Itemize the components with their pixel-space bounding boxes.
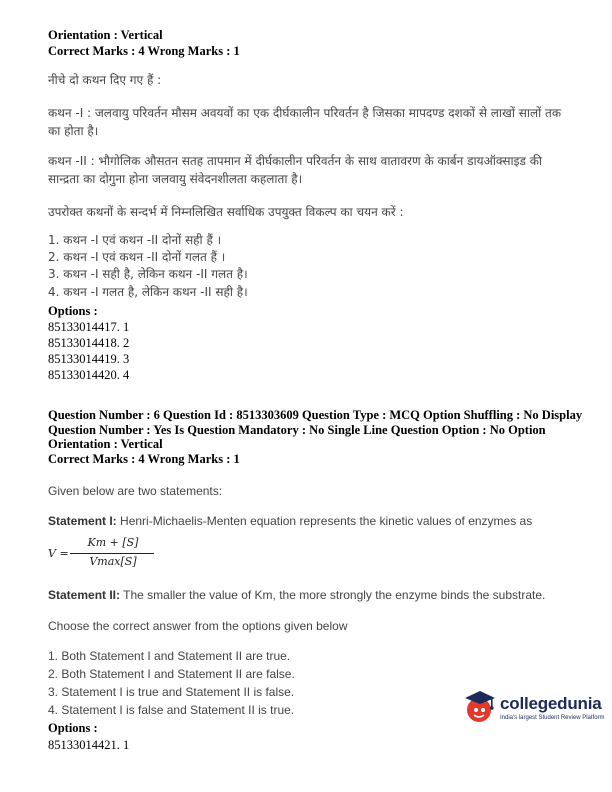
- hindi-options-label: Options :: [48, 304, 98, 318]
- hindi-choice-2: 2. कथन -I एवं कथन -II दोनों गलत हैं ।: [48, 250, 226, 264]
- q6-choice-2: 2. Both Statement I and Statement II are false.: [48, 667, 295, 681]
- orientation-line: Orientation : Vertical: [48, 28, 163, 42]
- q6-intro: Given below are two statements:: [48, 484, 223, 498]
- hindi-intro: नीचे दो कथन दिए गए हैं :: [48, 73, 162, 87]
- q6-options-label: Options :: [48, 721, 98, 735]
- q6-statement-2-label: Statement II:: [48, 588, 121, 602]
- q6-choose: Choose the correct answer from the options given below: [48, 619, 348, 633]
- formula-numerator: Km + [S]: [87, 536, 139, 549]
- hindi-choose: उपरोक्त कथनों के सन्दर्भ में निम्नलिखित सर्वाधिक उपयुक्त विकल्प का चयन करें :: [48, 205, 404, 219]
- graduation-cap-icon: [462, 688, 498, 728]
- hindi-option-3: 85133014419. 3: [48, 352, 130, 366]
- hindi-choice-4: 4. कथन -I गलत है, लेकिन कथन -II सही है।: [48, 285, 248, 299]
- q6-statement-1: [48, 513, 532, 529]
- hindi-statement-1: कथन -I : जलवायु परिवर्तन मौसम अवयवों का एक दीर्घकालीन परिवर्तन है जिसका मापदण्ड दशकों से लाखों सालों तक का होता है।: [48, 106, 562, 138]
- hindi-choice-1: 1. कथन -I एवं कथन -II दोनों सही हैं ।: [48, 233, 222, 247]
- hindi-choice-3: 3. कथन -I सही है, लेकिन कथन -II गलत है।: [48, 267, 248, 281]
- collegedunia-logo: [462, 688, 610, 732]
- formula-denominator: Vmax[S]: [89, 555, 137, 568]
- hindi-option-2: 85133014418. 2: [48, 336, 130, 350]
- q6-statement-1-label: Statement I:: [48, 514, 117, 528]
- formula-fraction-bar: [70, 553, 154, 554]
- q6-statement-2-text: The smaller the value of Km, the more strongly the enzyme binds the substrate.: [120, 588, 546, 602]
- michaelis-menten-formula: [48, 536, 158, 572]
- q6-header-2: Question Number : Yes Is Question Mandatory : No Single Line Question Option : No Option: [48, 423, 546, 437]
- q6-choice-1: 1. Both Statement I and Statement II are true.: [48, 649, 291, 663]
- q6-marks: Correct Marks : 4 Wrong Marks : 1: [48, 452, 240, 466]
- marks-line: Correct Marks : 4 Wrong Marks : 1: [48, 44, 240, 58]
- q6-statement-1-text: Henri-Michaelis-Menten equation represents the kinetic values of enzymes as: [116, 514, 533, 528]
- q6-header-1: Question Number : 6 Question Id : 8513303609 Question Type : MCQ Option Shuffling : No Display: [48, 408, 583, 422]
- hindi-option-4: 85133014420. 4: [48, 368, 130, 382]
- q6-statement-2: [48, 587, 545, 603]
- q6-orientation: Orientation : Vertical: [48, 437, 163, 451]
- q6-option-1: 85133014421. 1: [48, 738, 130, 752]
- hindi-option-1: 85133014417. 1: [48, 320, 130, 334]
- logo-tagline: India's largest Student Review Platform: [500, 715, 605, 721]
- logo-name: collegedunia: [500, 694, 602, 713]
- formula-lhs: V =: [48, 547, 69, 560]
- q6-choice-4: 4. Statement I is false and Statement II is true.: [48, 703, 295, 717]
- q6-choice-3: 3. Statement I is true and Statement II is false.: [48, 685, 295, 699]
- hindi-statement-2: कथन -II : भौगोलिक औसतन सतह तापमान में दीर्घकालीन परिवर्तन के साथ वातावरण के कार्बन डायऑक्साइड की सान्द्रता का दोगुना होना जलवायु संवेदनशीलता कहलाता है।: [48, 154, 543, 186]
